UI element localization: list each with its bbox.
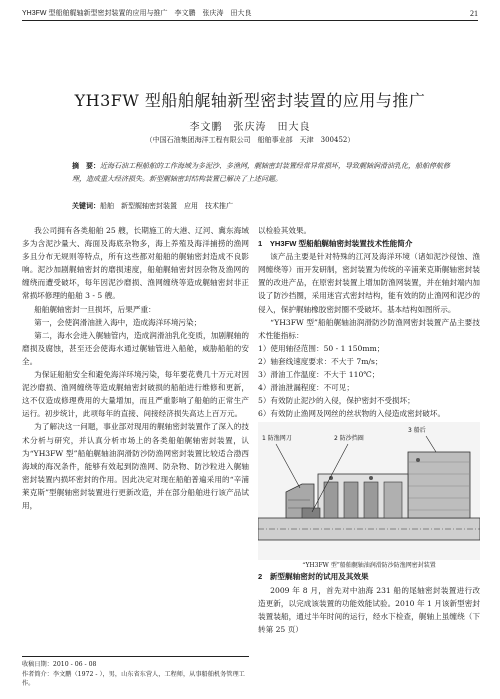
paragraph: “YH3FW 型”船舶艉轴油润滑防沙防渔网密封装置产品主要技术性能指标： (258, 317, 480, 340)
spec-item: 4）滑油泄漏程度：不可见； (258, 383, 354, 393)
article-title: YH3FW 型船舶艉轴新型密封装置的应用与推广 (74, 91, 426, 110)
footnote (22, 656, 249, 689)
seal-ring-shape (364, 482, 378, 518)
section-heading: 2 新型艉轴密封的试用及其效果 (258, 572, 369, 582)
spec-item: 2）轴套线速度要求：不大于 7m/s； (258, 356, 383, 366)
spec-item: 6）有效防止渔网及网丝的丝状物的入侵造成密封破坏。 (258, 409, 446, 419)
running-header (22, 8, 478, 21)
seal-structure-drawing (258, 422, 480, 560)
page-number: 21 (470, 9, 478, 18)
bolt-shape (369, 476, 373, 480)
paragraph: 以检验其效果。 (258, 226, 312, 235)
right-column (258, 224, 480, 636)
sand-guard-shape (302, 508, 320, 518)
figure-caption: “YH3FW 型”船舶艉轴油润滑防沙防渔网密封装置 (302, 562, 436, 570)
author-bio: 作者简介：李文鹏（1972 - ），男，山东省东营人，工程师，从事船舶机务管理工作。 (22, 670, 245, 687)
seal-ring-shape (324, 482, 338, 518)
keywords-text: 船舶 新型艉轴密封装置 应用 技术推广 (100, 202, 233, 210)
paragraph: 第二，海水会进入艉轴管内，造成润滑油乳化变质，加剧艉轴的磨损及腐蚀，甚至还会使海水通过艉轴管进入船舱，威胁船舶的安全。 (22, 330, 249, 366)
keywords-label: 关键词： (72, 203, 100, 210)
paragraph: 该产品主要是针对特殊的江河及海洋环境（诸如泥沙侵蚀、渔网缠绕等）而开发研制，密封装置为传统的辛浦莱克斯艉轴密封装置的改进产品，在原密封装置上增加防渔网装置，并在轴封端内加设了防沙挡圈，采用迷宫式密封结构，能有效的防止渔网和泥沙的侵入，保护艉轴橡胶密封圈不受破坏。基本结构如图所示。 (258, 252, 480, 314)
running-title: YH3FW 型船舶艉轴新型密封装置的应用与推广 李文鹏 张庆涛 田大良 (22, 10, 252, 17)
spec-item: 1）使用轴径范围：50 - 1 150mm； (258, 343, 385, 353)
left-column (22, 224, 249, 512)
seal-structure-figure (258, 422, 480, 570)
abstract-text: 近海石油工程船舶的工作海域为多泥沙、多渔网，艉轴密封装置经常异常损坏，导致艉轴润滑油乳化，船舶停航修理，造成重大经济损失。新型艉轴密封结构装置已解决了上述问题。 (72, 162, 450, 183)
callout-stern: 3 船后 (408, 427, 426, 435)
section-heading: 1 YH3FW 型船舶艉轴密封装置技术性能简介 (258, 239, 413, 249)
spec-item: 5）有效防止泥沙的入侵，保护密封不受损坏； (258, 396, 415, 406)
paragraph: 2009 年 8 月，首先对中油海 231 船的尾轴密封装置进行改造更新，以完成该装置的功能效能试验。2010 年 1 月该新型密封装置装船，通过半年时间的运行，经水下检查，艉轴上虽缠绕（下转第 25 页） (258, 585, 480, 634)
paragraph: 第一，会使润滑油泄入海中，造成海洋环境污染； (34, 317, 202, 327)
seal-ring-shape (384, 482, 402, 518)
bolt-shape (416, 458, 420, 462)
article-authors: 李文鹏 张庆涛 田大良 (189, 122, 311, 133)
spec-item: 3）滑油工作温度：不大于 110℃； (258, 370, 380, 380)
paragraph: 我公司拥有各类船舶 25 艘，长期施工的大港、辽河、冀东海域多为含泥沙量大、海面及海底杂物多，海上养殖及海洋捕捞的渔网多且分布无规则等特点，所有这些都对船舶的艉轴密封造成不良影响。泥沙加剧艉轴密封的磨损速度，船舶艉轴密封因杂物及渔网的缠绕而遭受破坏，每年因泥沙磨损、渔网缠绕等造成艉轴密封非正常损坏修理的船舶 3 - 5 艘。 (22, 226, 249, 301)
callout-anti-net: 1 防渔网刀 (262, 435, 292, 443)
seal-ring-shape (344, 482, 358, 518)
paragraph: 船舶艉轴密封一旦损坏，后果严重： (34, 304, 156, 314)
author-affiliation: （中国石油集团海洋工程有限公司 船舶事业部 天津 300452） (145, 136, 355, 144)
abstract-label: 摘 要： (72, 163, 100, 170)
abstract (72, 160, 460, 185)
callout-sand-guard: 2 防沙挡圈 (334, 435, 364, 443)
received-date: 收稿日期：2010 - 06 - 08 (22, 661, 97, 668)
keywords (72, 200, 460, 213)
paragraph: 为保证船舶安全和避免海洋环境污染，每年要花费几十万元对因泥沙磨损、渔网缠绕等造成艉轴密封破损的船舶进行维修和更新，这不仅造成修理费用的大量增加，而且严重影响了船舶的正常生产运行。初步统计，此项每年的直接、间接经济损失高达上百万元。 (22, 370, 249, 419)
paragraph: 为了解决这一问题，事业部对现用的艉轴密封装置作了深入的技术分析与研究，并认真分析市场上的各类船舶艉轴密封装置，认为“YH3FW 型”船舶艉轴油润滑防沙防渔网密封装置比较适合渤西海域的海况条件，能够有效起到防渔网、防杂物、防沙粒进入艉轴密封装置内损坏密封的作用。因此决定对现在船舶普遍采用的“辛浦莱克斯”型艉轴密封装置进行更新改造，并在部分船舶进行该产品试用， (22, 422, 249, 510)
